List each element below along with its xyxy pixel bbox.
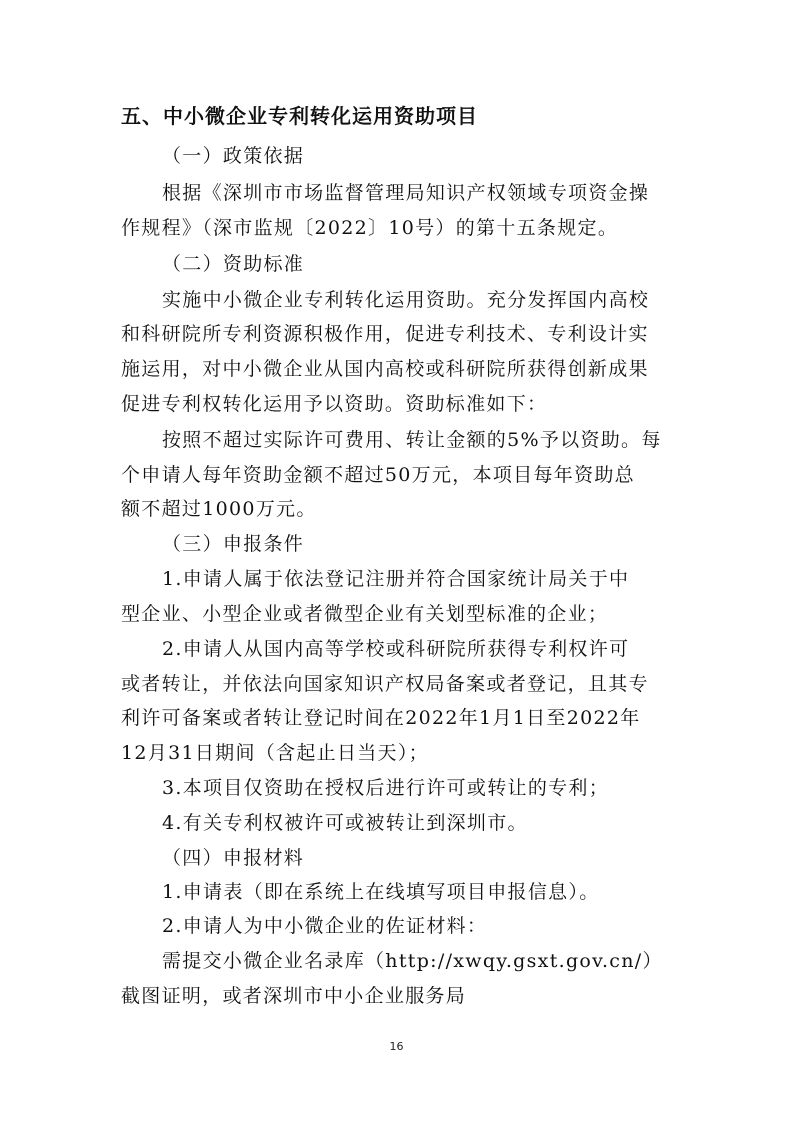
paragraph-line: 利许可备案或者转让登记时间在2022年1月1日至2022年: [121, 707, 641, 729]
paragraph-line: 实施中小微企业专利转化运用资助。充分发挥国内高校: [162, 289, 650, 311]
paragraph-line: 或者转让，并依法向国家知识产权局备案或者登记，且其专: [121, 673, 649, 695]
paragraph-line: 按照不超过实际许可费用、转让金额的5%予以资助。每: [162, 429, 662, 451]
subheading-policy-basis: （一）政策依据: [162, 145, 305, 167]
paragraph-line: 12月31日期间（含起止日当天）；: [121, 742, 429, 764]
page-number: 16: [389, 1040, 404, 1053]
paragraph-line: 和科研院所专利资源积极作用，促进专利技术、专利设计实: [121, 323, 649, 345]
subheading-application-conditions: （三）申报条件: [162, 533, 305, 555]
paragraph-line: 3.本项目仅资助在授权后进行许可或转让的专利；: [162, 777, 610, 799]
subheading-application-materials: （四）申报材料: [162, 847, 305, 869]
paragraph-line: 额不超过1000万元。: [121, 498, 317, 520]
paragraph-line: 4.有关专利权被许可或被转让到深圳市。: [162, 812, 528, 834]
paragraph-line: 促进专利权转化运用予以资助。资助标准如下：: [121, 393, 548, 415]
paragraph-line: 施运用，对中小微企业从国内高校或科研院所获得创新成果: [121, 358, 649, 380]
paragraph-line: 作规程》（深市监规〔2022〕10号）的第十五条规定。: [121, 217, 619, 239]
paragraph-line: 2.申请人为中小微企业的佐证材料：: [162, 915, 488, 937]
paragraph-line: 型企业、小型企业或者微型企业有关划型标准的企业；: [121, 603, 609, 625]
paragraph-line: 2.申请人从国内高等学校或科研院所获得专利权许可: [162, 638, 630, 660]
subheading-funding-standard: （二）资助标准: [162, 253, 305, 275]
paragraph-line: 1.申请表（即在系统上在线填写项目申报信息）。: [162, 881, 600, 903]
section-heading: 五、中小微企业专利转化运用资助项目: [121, 104, 478, 128]
paragraph-line: 个申请人每年资助金额不超过50万元，本项目每年资助总: [121, 464, 635, 486]
paragraph-line: 1.申请人属于依法登记注册并符合国家统计局关于中: [162, 568, 630, 590]
paragraph-line: 需提交小微企业名录库（http://xwqy.gsxt.gov.cn/）: [162, 950, 663, 972]
paragraph-line: 截图证明，或者深圳市中小企业服务局: [121, 985, 467, 1007]
paragraph-line: 根据《深圳市市场监督管理局知识产权领域专项资金操: [162, 182, 650, 204]
